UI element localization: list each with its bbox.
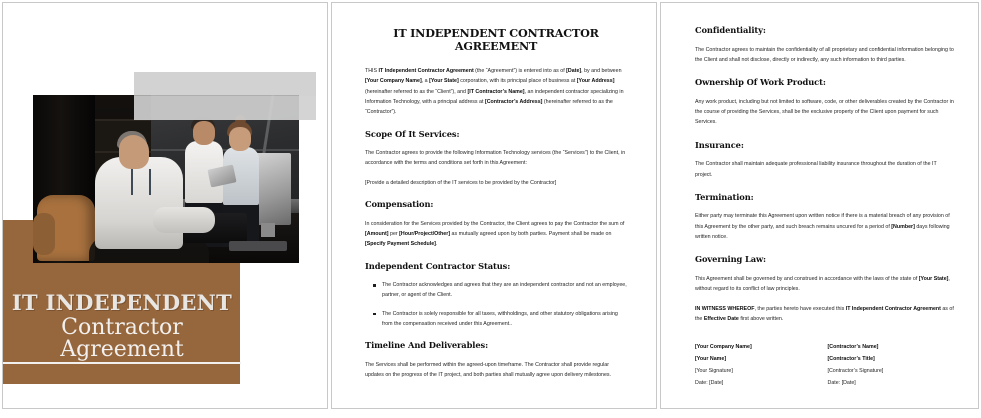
signature-block: [695, 342, 954, 390]
witness-t1: , the parties hereto have executed this: [754, 305, 846, 312]
intro-contractor-address-placeholder: [Contractor’s Address]: [484, 98, 543, 105]
section-heading-governing-law: Governing Law:: [695, 254, 767, 265]
comp-rate-basis-placeholder: [Hour/Project/Other]: [399, 230, 451, 237]
signature-column-client: [695, 342, 822, 390]
witness-t3: first above written.: [738, 315, 784, 322]
list-item: The Contractor is solely responsible for all taxes, withholdings, and other statutory obligations arising from the compensation received under this Agreement..: [382, 309, 627, 330]
timeline-paragraph: The Services shall be performed within the agreed-upon timeframe. The Contractor shall provide regular updates on the progress of the IT project, and both parties shall mutually agree upon delivery milestones.: [365, 361, 612, 379]
cover-title-sub: Contractor Agreement: [3, 317, 241, 364]
signature-company-name: [Your Company Name]: [695, 344, 752, 351]
comp-t2: per: [388, 230, 400, 237]
intro-contractor-name-placeholder: [IT Contractor’s Name]: [467, 88, 525, 95]
cover-photo: [33, 95, 299, 263]
term-t1: Either party may terminate this Agreement upon written notice if there is a material breach of any provision of this Agreement by the other party, and such breach remains uncured for a period of: [695, 213, 950, 230]
governing-law-paragraph: [695, 274, 954, 295]
witness-t2: as of the: [695, 305, 954, 322]
intro-t4: , a: [421, 78, 430, 85]
page-three[interactable]: [660, 2, 979, 409]
intro-t8: (hereinafter referred to as the “Contractor”).: [365, 98, 613, 116]
photo-person-seated-head: [119, 135, 149, 169]
signature-your-signature: [Your Signature]: [695, 368, 733, 375]
photo-monitor-stand: [261, 223, 275, 237]
cover-title: [3, 292, 241, 364]
scope-paragraph-1: The Contractor agrees to provide the following Information Technology services (the “Services”) to the Client, in accordance with the terms and conditions set forth in this Agreement:: [365, 150, 626, 167]
gov-t1: This Agreement shall be governed by and construed in accordance with the laws of the state of: [695, 275, 919, 282]
section-heading-termination: Termination:: [695, 191, 754, 202]
intro-date-placeholder: [Date]: [566, 67, 582, 74]
signature-contractor-name: [Contractor’s Name]: [827, 344, 879, 351]
witness-paragraph: [695, 304, 954, 325]
photo-person-woman-head: [229, 127, 251, 151]
list-item: The Contractor acknowledges and agrees that they are an independent contractor and not an employee, partner, or agent of the Client.: [382, 280, 627, 301]
section-heading-ownership: Ownership Of Work Product:: [695, 77, 826, 88]
section-heading-confidentiality: Confidentiality:: [695, 25, 766, 35]
signature-your-date: Date: [Date]: [695, 379, 724, 386]
confidentiality-paragraph: The Contractor agrees to maintain the confidentiality of all proprietary and confidential information belonging to the Client and shall not disclose, directly or indirectly, any such information to third parties.: [695, 46, 954, 63]
signature-your-name: [Your Name]: [695, 356, 727, 363]
page-cover[interactable]: [2, 2, 328, 409]
intro-t6: (hereinafter referred to as the “Client”), and: [365, 88, 468, 95]
photo-person-standing-head: [193, 121, 215, 145]
signature-column-contractor: [822, 342, 955, 390]
termination-paragraph: [695, 211, 954, 242]
scope-paragraph-2: [Provide a detailed description of the IT services to be provided by the Contractor]: [365, 179, 557, 186]
intro-t2: (the “Agreement”) is entered into as of: [473, 67, 567, 74]
intro-t3: , by and between: [581, 67, 622, 74]
section-heading-contractor-status: Independent Contractor Status:: [365, 260, 511, 271]
intro-paragraph: [365, 66, 627, 118]
comp-t1: In consideration for the Services provided by the Contractor, the Client agrees to pay the Contractor the sum of: [365, 220, 625, 227]
intro-t5: corporation, with its principal place of business at: [458, 78, 577, 85]
comp-t3: as mutually agreed upon by both parties. Payment shall be made on: [450, 230, 612, 237]
cover-title-main: IT INDEPENDENT: [11, 290, 233, 315]
photo-armchair-arm: [33, 213, 55, 255]
comp-schedule-placeholder: [Specify Payment Schedule]: [365, 241, 436, 248]
intro-state-placeholder: [Your State]: [429, 78, 459, 85]
intro-agreement-name: IT Independent Contractor Agreement: [378, 67, 474, 74]
section-heading-compensation: Compensation:: [365, 199, 434, 210]
term-t2: days following written notice.: [695, 223, 950, 241]
compensation-paragraph: [365, 219, 627, 250]
intro-company-placeholder: [Your Company Name]: [365, 78, 422, 85]
signature-contractor-date: Date: [Date]: [827, 379, 856, 386]
intro-address-placeholder: [Your Address]: [576, 78, 615, 85]
page-two-body: [365, 27, 627, 390]
page-two[interactable]: [331, 2, 657, 409]
cover-canvas: [3, 3, 327, 408]
section-heading-insurance: Insurance:: [695, 139, 744, 150]
witness-agreement-name: IT Independent Contractor Agreement: [845, 305, 941, 312]
gov-state-placeholder: [Your State]: [918, 275, 949, 282]
photo-lanyard: [131, 169, 151, 195]
signature-contractor-title: [Contractor’s Title]: [827, 356, 875, 363]
page-title: IT INDEPENDENT CONTRACTOR AGREEMENT: [393, 26, 599, 54]
photo-person-seated-arm: [153, 207, 215, 233]
witness-effective-date: Effective Date: [703, 315, 739, 322]
witness-lead: IN WITNESS WHEREOF: [695, 305, 755, 312]
insurance-paragraph: The Contractor shall maintain adequate professional liability insurance throughout the duration of the IT project.: [695, 161, 937, 178]
photo-keyboard: [229, 241, 287, 251]
cover-grey-overlay-secondary: [134, 96, 316, 120]
page-three-body: [695, 13, 954, 390]
section-heading-scope: Scope Of It Services:: [365, 128, 460, 139]
section-heading-timeline: Timeline And Deliverables:: [365, 340, 489, 351]
ownership-paragraph: Any work product, including but not limited to software, code, or other deliverables created by the Contractor in the course of providing the Services, shall be the exclusive property of the Client upon payment for such Services.: [695, 98, 954, 126]
contractor-status-list: [365, 280, 627, 329]
comp-amount-placeholder: [Amount]: [365, 230, 389, 237]
intro-t7: , an independent contractor specializing in Information Technology, with a principal address at: [365, 88, 624, 105]
intro-t1: THIS: [365, 67, 379, 74]
gov-t2: , without regard to its conflict of law principles.: [695, 275, 950, 293]
term-number-placeholder: [Number]: [891, 223, 915, 230]
signature-contractor-signature: [Contractor’s Signature]: [827, 368, 884, 375]
comp-t4: .: [435, 241, 438, 248]
